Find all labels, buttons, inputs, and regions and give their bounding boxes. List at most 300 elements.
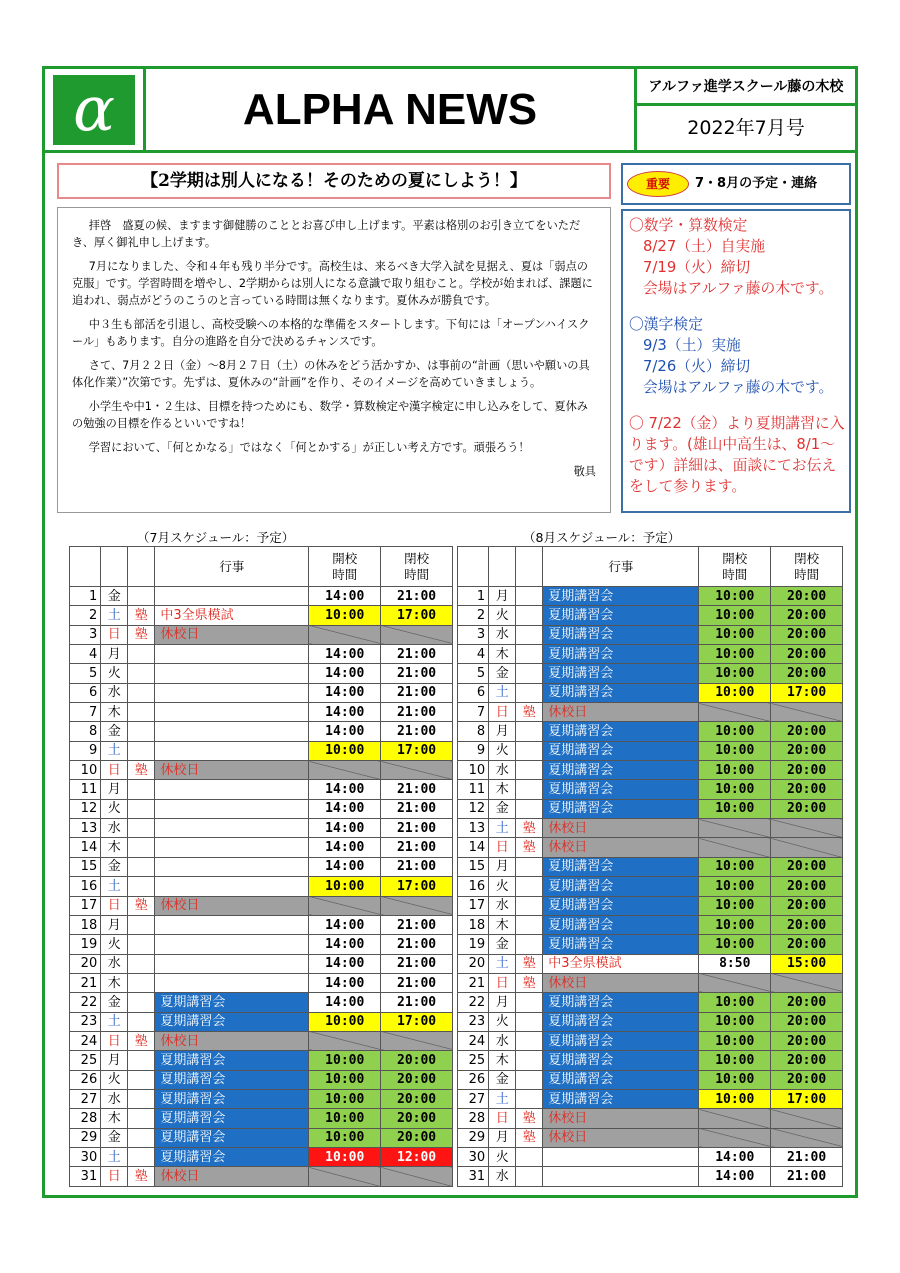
school-mark — [516, 606, 543, 625]
event-cell: 夏期講習会 — [543, 761, 699, 780]
header-weekday — [489, 547, 516, 587]
close-time: 17:00 — [381, 877, 453, 896]
school-mark — [516, 1012, 543, 1031]
day-number: 13 — [458, 819, 489, 838]
event-cell — [155, 877, 309, 896]
table-row — [70, 799, 453, 818]
event-cell: 夏期講習会 — [543, 935, 699, 954]
open-time: 10:00 — [309, 1147, 381, 1166]
school-mark: 塾 — [516, 954, 543, 973]
table-row — [70, 1147, 453, 1166]
header-close: 閉校 時間 — [771, 547, 843, 587]
open-time: 10:00 — [309, 1109, 381, 1128]
event-cell: 夏期講習会 — [155, 1128, 309, 1147]
open-time — [699, 1128, 771, 1147]
day-number: 14 — [70, 838, 101, 857]
open-time: 14:00 — [699, 1167, 771, 1186]
weekday: 土 — [489, 1089, 516, 1108]
event-cell: 休校日 — [155, 1031, 309, 1050]
close-time: 20:00 — [771, 625, 843, 644]
open-time: 10:00 — [699, 1070, 771, 1089]
open-time — [699, 838, 771, 857]
table-row — [70, 1051, 453, 1070]
school-mark: 塾 — [128, 1167, 155, 1186]
school-mark — [516, 1167, 543, 1186]
event-cell — [155, 780, 309, 799]
open-time: 10:00 — [699, 1051, 771, 1070]
day-number: 16 — [70, 877, 101, 896]
day-number: 3 — [70, 625, 101, 644]
school-mark — [128, 1089, 155, 1108]
day-number: 15 — [70, 857, 101, 876]
table-row — [70, 625, 453, 644]
table-row — [70, 877, 453, 896]
close-time: 20:00 — [771, 1012, 843, 1031]
open-time: 10:00 — [699, 1012, 771, 1031]
open-time: 14:00 — [309, 587, 381, 606]
event-cell: 夏期講習会 — [155, 1147, 309, 1166]
school-mark — [516, 1031, 543, 1050]
day-number: 7 — [70, 703, 101, 722]
event-cell: 夏期講習会 — [543, 741, 699, 760]
day-number: 5 — [70, 664, 101, 683]
table-row — [458, 819, 843, 838]
day-number: 19 — [458, 935, 489, 954]
close-time: 21:00 — [381, 838, 453, 857]
day-number: 26 — [458, 1070, 489, 1089]
open-time: 10:00 — [699, 935, 771, 954]
table-row — [70, 1012, 453, 1031]
open-time: 10:00 — [309, 1051, 381, 1070]
close-time: 21:00 — [381, 857, 453, 876]
header-open: 開校 時間 — [309, 547, 381, 587]
table-row — [458, 1031, 843, 1050]
open-time: 14:00 — [309, 703, 381, 722]
close-time — [771, 1128, 843, 1147]
close-time: 20:00 — [771, 877, 843, 896]
weekday: 火 — [101, 935, 128, 954]
day-number: 4 — [70, 645, 101, 664]
school-mark: 塾 — [128, 761, 155, 780]
letter-paragraph: 7月になりました、令和４年も残り半分です。高校生は、来るべき大学入試を見据え、夏は「弱点の克服」です。学習時間を増やし、2学期からは別人になる意識で取り組むこと。学校が始まれば、課題に追われ、弱点がどうのこうのと言っている時間は無くなります。夏休みが勝負です。 — [72, 260, 593, 307]
table-row — [70, 780, 453, 799]
table-row — [458, 606, 843, 625]
day-number: 16 — [458, 877, 489, 896]
table-row — [458, 1012, 843, 1031]
open-time: 14:00 — [309, 857, 381, 876]
open-time: 10:00 — [309, 1012, 381, 1031]
open-time: 14:00 — [309, 915, 381, 934]
open-time: 10:00 — [309, 741, 381, 760]
close-time: 20:00 — [381, 1128, 453, 1147]
day-number: 6 — [458, 683, 489, 702]
open-time: 14:00 — [309, 993, 381, 1012]
event-cell: 夏期講習会 — [155, 993, 309, 1012]
event-cell: 夏期講習会 — [543, 625, 699, 644]
school-mark — [128, 645, 155, 664]
open-time — [699, 1109, 771, 1128]
close-time: 20:00 — [771, 645, 843, 664]
math-exam-line: 8/27（土）自実施 — [643, 238, 766, 255]
school-mark: 塾 — [128, 625, 155, 644]
event-cell: 夏期講習会 — [543, 915, 699, 934]
weekday: 月 — [489, 722, 516, 741]
school-mark: 塾 — [516, 973, 543, 992]
day-number: 2 — [458, 606, 489, 625]
day-number: 26 — [70, 1070, 101, 1089]
weekday: 日 — [489, 1109, 516, 1128]
school-mark — [516, 857, 543, 876]
event-cell — [155, 915, 309, 934]
table-row — [458, 993, 843, 1012]
table-row — [458, 625, 843, 644]
close-time: 21:00 — [381, 683, 453, 702]
event-cell: 夏期講習会 — [543, 606, 699, 625]
table-row — [458, 683, 843, 702]
weekday: 火 — [489, 741, 516, 760]
event-cell — [155, 838, 309, 857]
school-mark — [516, 683, 543, 702]
header-day — [70, 547, 101, 587]
close-time: 20:00 — [771, 741, 843, 760]
schedule-header-row — [458, 547, 843, 587]
day-number: 3 — [458, 625, 489, 644]
letter-paragraph: 拝啓 盛夏の候、ますます御健勝のこととお喜び申し上げます。平素は格別のお引き立てをいただき、厚く御礼申し上げます。 — [72, 219, 581, 249]
table-row — [458, 645, 843, 664]
weekday: 月 — [101, 780, 128, 799]
table-row — [458, 896, 843, 915]
day-number: 30 — [70, 1147, 101, 1166]
table-row — [458, 703, 843, 722]
open-time: 10:00 — [699, 645, 771, 664]
weekday: 日 — [489, 838, 516, 857]
day-number: 18 — [458, 915, 489, 934]
table-row — [70, 722, 453, 741]
header-event: 行事 — [543, 547, 699, 587]
day-number: 19 — [70, 935, 101, 954]
close-time: 21:00 — [381, 819, 453, 838]
open-time: 10:00 — [309, 1089, 381, 1108]
weekday: 火 — [101, 799, 128, 818]
weekday: 月 — [489, 587, 516, 606]
close-time: 17:00 — [381, 741, 453, 760]
weekday: 日 — [101, 625, 128, 644]
weekday: 土 — [101, 877, 128, 896]
close-time: 20:00 — [771, 780, 843, 799]
header-open: 開校 時間 — [699, 547, 771, 587]
weekday: 金 — [489, 935, 516, 954]
close-time: 21:00 — [381, 954, 453, 973]
day-number: 10 — [458, 761, 489, 780]
school-mark — [128, 838, 155, 857]
table-row — [70, 954, 453, 973]
weekday: 土 — [101, 1012, 128, 1031]
open-time: 14:00 — [309, 664, 381, 683]
event-cell — [155, 664, 309, 683]
open-time: 10:00 — [699, 606, 771, 625]
table-row — [70, 761, 453, 780]
close-time: 20:00 — [771, 761, 843, 780]
weekday: 金 — [489, 799, 516, 818]
weekday: 火 — [101, 664, 128, 683]
day-number: 14 — [458, 838, 489, 857]
table-row — [458, 877, 843, 896]
close-time: 20:00 — [771, 664, 843, 683]
weekday: 水 — [101, 819, 128, 838]
notice-title: 7・8月の予定・連絡 — [695, 176, 818, 191]
close-time: 20:00 — [771, 857, 843, 876]
open-time: 14:00 — [309, 722, 381, 741]
school-mark — [128, 1012, 155, 1031]
day-number: 8 — [70, 722, 101, 741]
table-row — [458, 973, 843, 992]
day-number: 11 — [458, 780, 489, 799]
table-row — [458, 799, 843, 818]
event-cell: 夏期講習会 — [543, 1089, 699, 1108]
close-time — [381, 1167, 453, 1186]
school-mark — [128, 857, 155, 876]
table-row — [70, 664, 453, 683]
weekday: 火 — [489, 1147, 516, 1166]
weekday: 木 — [489, 915, 516, 934]
close-time: 17:00 — [381, 1012, 453, 1031]
event-cell: 夏期講習会 — [543, 683, 699, 702]
table-row — [70, 1128, 453, 1147]
open-time: 10:00 — [699, 799, 771, 818]
weekday: 火 — [489, 606, 516, 625]
close-time: 17:00 — [771, 1089, 843, 1108]
close-time — [771, 703, 843, 722]
important-badge: 重要 — [627, 171, 689, 197]
day-number: 17 — [458, 896, 489, 915]
close-time: 20:00 — [771, 1031, 843, 1050]
weekday: 木 — [489, 780, 516, 799]
weekday: 金 — [101, 1128, 128, 1147]
weekday: 日 — [489, 703, 516, 722]
open-time: 10:00 — [699, 877, 771, 896]
event-cell: 休校日 — [155, 761, 309, 780]
summer-course-notice — [629, 413, 849, 497]
event-cell: 夏期講習会 — [543, 645, 699, 664]
weekday: 水 — [101, 954, 128, 973]
page-title: ALPHA NEWS — [242, 85, 538, 134]
school-mark — [128, 935, 155, 954]
schedule-header-row — [70, 547, 453, 587]
open-time: 10:00 — [309, 606, 381, 625]
header-event: 行事 — [155, 547, 309, 587]
header-close: 閉校 時間 — [381, 547, 453, 587]
open-time: 14:00 — [699, 1147, 771, 1166]
school-mark — [516, 625, 543, 644]
july-schedule-table — [69, 546, 453, 1187]
close-time — [771, 1109, 843, 1128]
school-mark: 塾 — [516, 703, 543, 722]
july-schedule-title: （7月スケジュール：予定） — [137, 530, 295, 545]
day-number: 28 — [458, 1109, 489, 1128]
table-row — [70, 645, 453, 664]
table-row — [70, 1031, 453, 1050]
weekday: 土 — [489, 683, 516, 702]
open-time: 10:00 — [699, 896, 771, 915]
day-number: 20 — [70, 954, 101, 973]
header-day — [458, 547, 489, 587]
weekday: 金 — [489, 1070, 516, 1089]
notice-header — [621, 163, 851, 205]
event-cell: 休校日 — [543, 1128, 699, 1147]
school-mark — [128, 819, 155, 838]
table-row — [458, 1128, 843, 1147]
weekday: 土 — [101, 741, 128, 760]
school-mark: 塾 — [516, 838, 543, 857]
school-mark — [516, 993, 543, 1012]
school-mark — [128, 993, 155, 1012]
open-time — [309, 1167, 381, 1186]
weekday: 日 — [101, 1031, 128, 1050]
open-time — [309, 625, 381, 644]
day-number: 25 — [458, 1051, 489, 1070]
close-time: 20:00 — [771, 606, 843, 625]
day-number: 11 — [70, 780, 101, 799]
event-cell — [155, 935, 309, 954]
issue-date: 2022年7月号 — [687, 117, 805, 139]
close-time: 20:00 — [771, 993, 843, 1012]
open-time: 10:00 — [699, 664, 771, 683]
kanji-exam-line: 7/26（火）締切 — [643, 358, 751, 375]
letter-paragraph: さて、7月２２日（金）～8月２７日（土）の休みをどう活かすか、は事前の“計画（思いや願いの具体化作業）”次第です。先ずは、夏休みの“計画”を作り、そのイメージを高めていきましょう。 — [72, 359, 590, 389]
day-number: 21 — [458, 973, 489, 992]
open-time: 10:00 — [699, 915, 771, 934]
notice-body — [621, 209, 851, 513]
day-number: 28 — [70, 1109, 101, 1128]
event-cell: 夏期講習会 — [543, 1070, 699, 1089]
school-mark — [516, 664, 543, 683]
table-row — [70, 896, 453, 915]
close-time: 12:00 — [381, 1147, 453, 1166]
day-number: 12 — [70, 799, 101, 818]
event-cell — [155, 703, 309, 722]
school-mark: 塾 — [516, 819, 543, 838]
school-mark — [516, 780, 543, 799]
day-number: 24 — [70, 1031, 101, 1050]
close-time — [771, 973, 843, 992]
header-info — [634, 69, 855, 150]
close-time: 20:00 — [771, 1051, 843, 1070]
school-mark — [128, 1128, 155, 1147]
open-time: 10:00 — [699, 625, 771, 644]
close-time: 20:00 — [771, 1070, 843, 1089]
table-row — [458, 935, 843, 954]
day-number: 12 — [458, 799, 489, 818]
close-time: 21:00 — [381, 645, 453, 664]
school-mark — [128, 1147, 155, 1166]
day-number: 6 — [70, 683, 101, 702]
day-number: 27 — [70, 1089, 101, 1108]
kanji-exam-line: 9/3（土）実施 — [643, 337, 741, 354]
event-cell — [155, 645, 309, 664]
event-cell: 夏期講習会 — [543, 799, 699, 818]
table-row — [70, 741, 453, 760]
day-number: 23 — [458, 1012, 489, 1031]
math-exam-line: 会場はアルファ藤の木です。 — [643, 280, 834, 297]
table-row — [70, 587, 453, 606]
open-time: 10:00 — [309, 1128, 381, 1147]
school-mark — [128, 877, 155, 896]
table-row — [458, 587, 843, 606]
weekday: 金 — [489, 664, 516, 683]
day-number: 31 — [70, 1167, 101, 1186]
school-mark — [516, 799, 543, 818]
day-number: 21 — [70, 973, 101, 992]
school-mark — [516, 935, 543, 954]
open-time: 10:00 — [699, 587, 771, 606]
table-row — [458, 1089, 843, 1108]
weekday: 火 — [101, 1070, 128, 1089]
close-time: 20:00 — [771, 896, 843, 915]
august-schedule-title: （8月スケジュール：予定） — [523, 530, 681, 545]
event-cell: 夏期講習会 — [543, 664, 699, 683]
open-time: 10:00 — [699, 761, 771, 780]
weekday: 月 — [489, 993, 516, 1012]
table-row — [70, 1070, 453, 1089]
school-mark: 塾 — [516, 1109, 543, 1128]
event-cell: 休校日 — [543, 973, 699, 992]
day-number: 22 — [70, 993, 101, 1012]
close-time: 20:00 — [771, 587, 843, 606]
school-mark — [516, 761, 543, 780]
table-row — [458, 664, 843, 683]
letter-body — [57, 207, 611, 513]
close-time: 21:00 — [381, 993, 453, 1012]
event-cell — [155, 587, 309, 606]
close-time: 20:00 — [381, 1051, 453, 1070]
open-time: 10:00 — [309, 1070, 381, 1089]
event-cell: 中3全県模試 — [543, 954, 699, 973]
school-mark — [128, 1070, 155, 1089]
open-time — [699, 703, 771, 722]
kanji-exam-title: 〇漢字検定 — [629, 316, 703, 333]
day-number: 9 — [70, 741, 101, 760]
day-number: 25 — [70, 1051, 101, 1070]
school-mark — [516, 896, 543, 915]
open-time: 10:00 — [699, 741, 771, 760]
event-cell: 夏期講習会 — [543, 857, 699, 876]
header-mark — [128, 547, 155, 587]
weekday: 水 — [101, 683, 128, 702]
open-time — [309, 896, 381, 915]
table-row — [458, 1070, 843, 1089]
table-row — [70, 973, 453, 992]
close-time: 21:00 — [381, 915, 453, 934]
day-number: 4 — [458, 645, 489, 664]
day-number: 24 — [458, 1031, 489, 1050]
day-number: 18 — [70, 915, 101, 934]
school-mark — [128, 587, 155, 606]
table-row — [458, 954, 843, 973]
weekday: 水 — [489, 896, 516, 915]
school-mark — [128, 741, 155, 760]
school-mark — [128, 1051, 155, 1070]
school-mark — [516, 587, 543, 606]
summer-course-text: 〇 7/22（金）より夏期講習に入ります。(雄山中高生は、8/1～です）詳細は、面談にてお伝えをして参ります。 — [629, 415, 845, 495]
table-row — [458, 915, 843, 934]
day-number: 27 — [458, 1089, 489, 1108]
event-cell: 夏期講習会 — [543, 1012, 699, 1031]
table-row — [70, 1167, 453, 1186]
event-cell: 夏期講習会 — [155, 1070, 309, 1089]
table-row — [458, 857, 843, 876]
open-time: 14:00 — [309, 935, 381, 954]
event-cell: 休校日 — [155, 1167, 309, 1186]
